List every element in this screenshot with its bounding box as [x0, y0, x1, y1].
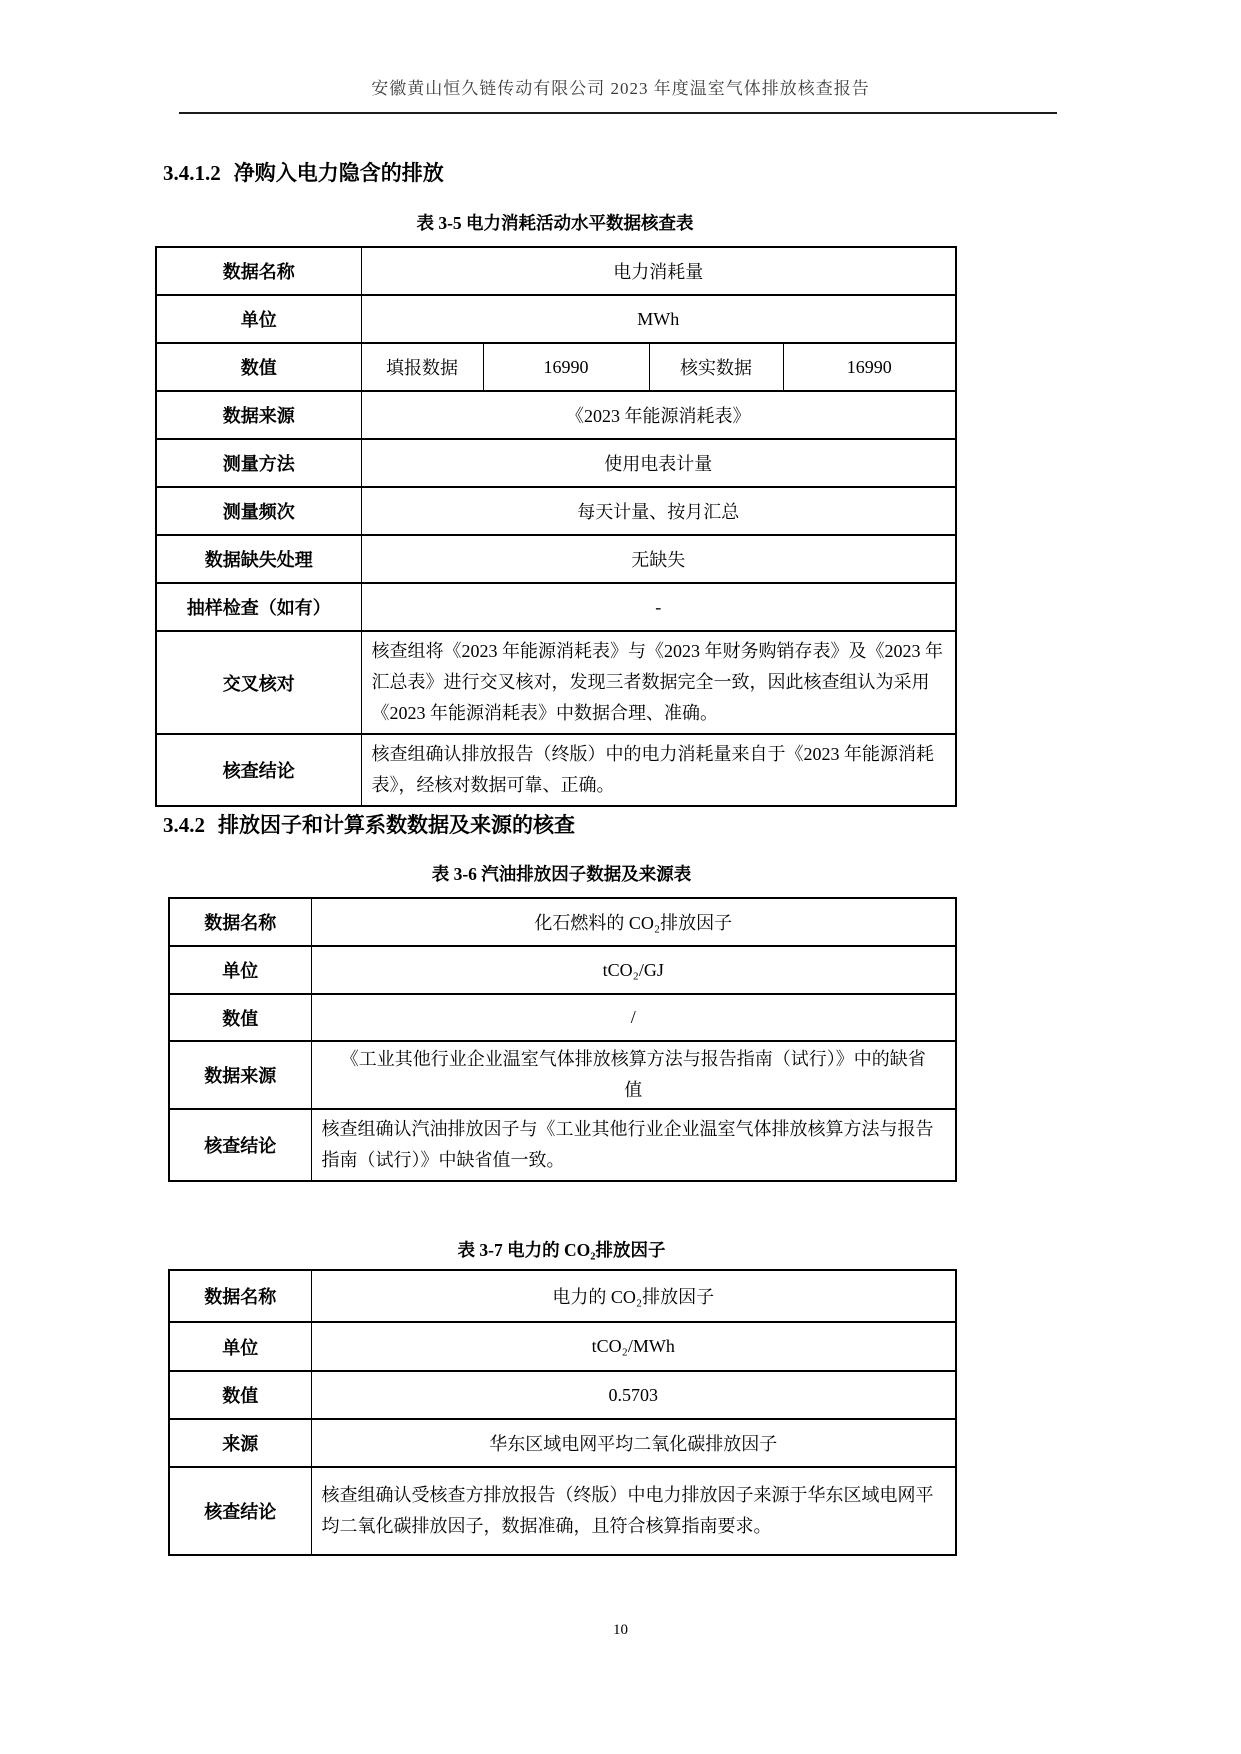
table-row	[156, 439, 956, 487]
table-3-6-caption: 表 3-6 汽油排放因子数据及来源表	[431, 864, 692, 884]
row-value: 《2023 年能源消耗表》	[361, 391, 956, 439]
row-label: 数据名称	[169, 1270, 311, 1322]
table-row	[169, 1109, 956, 1181]
table-row	[169, 994, 956, 1041]
table-row	[156, 631, 956, 734]
row-value: tCO₂/GJ	[311, 946, 956, 994]
row-label: 核查结论	[156, 734, 361, 806]
table-row	[156, 295, 956, 343]
row-label: 数值	[169, 1371, 311, 1419]
row-label: 核查结论	[169, 1109, 311, 1181]
table-row	[169, 1419, 956, 1467]
row-value: 无缺失	[361, 535, 956, 583]
row-value: -	[361, 583, 956, 631]
table-3-7	[168, 1269, 957, 1556]
verified-data-label: 核实数据	[649, 343, 783, 391]
row-value: tCO₂/MWh	[311, 1322, 956, 1371]
row-value: 使用电表计量	[361, 439, 956, 487]
table-row	[156, 734, 956, 806]
row-value: 核查组将《2023 年能源消耗表》与《2023 年财务购销存表》及《2023 年汇总表》进行交叉核对，发现三者数据完全一致，因此核查组认为采用《2023 年能源消耗表》中数据合理、准确。	[361, 631, 956, 734]
reported-data-value: 16990	[483, 343, 649, 391]
row-label: 数据来源	[156, 391, 361, 439]
row-value: 化石燃料的 CO₂排放因子	[311, 898, 956, 946]
row-value: 华东区域电网平均二氧化碳排放因子	[311, 1419, 956, 1467]
section-heading-3412	[163, 157, 444, 187]
row-label: 测量频次	[156, 487, 361, 535]
row-value: 电力消耗量	[361, 247, 956, 295]
row-label: 数据来源	[169, 1041, 311, 1109]
section-number: 3.4.1.2	[163, 161, 221, 185]
row-value: 电力的 CO₂排放因子	[311, 1270, 956, 1322]
row-value: MWh	[361, 295, 956, 343]
page-number: 10	[613, 1622, 628, 1638]
row-value: 核查组确认排放报告（终版）中的电力消耗量来自于《2023 年能源消耗表》，经核对数据可靠、正确。	[361, 734, 956, 806]
section-title: 排放因子和计算系数数据及来源的核查	[218, 813, 575, 837]
row-label: 抽样检查（如有）	[156, 583, 361, 631]
page-header-title: 安徽黄山恒久链传动有限公司 2023 年度温室气体排放核查报告	[371, 79, 870, 98]
table-row	[156, 391, 956, 439]
table-row	[156, 247, 956, 295]
row-label: 单位	[156, 295, 361, 343]
row-label: 测量方法	[156, 439, 361, 487]
row-value: 核查组确认受核查方排放报告（终版）中电力排放因子来源于华东区域电网平均二氧化碳排放因子，数据准确，且符合核算指南要求。	[311, 1467, 956, 1555]
table-row	[169, 1467, 956, 1555]
row-value: 核查组确认汽油排放因子与《工业其他行业企业温室气体排放核算方法与报告指南（试行）》中缺省值一致。	[311, 1109, 956, 1181]
row-label: 数值	[156, 343, 361, 391]
section-number: 3.4.2	[163, 813, 205, 837]
table-row	[156, 535, 956, 583]
table-3-5-caption: 表 3-5 电力消耗活动水平数据核查表	[416, 213, 694, 233]
row-label: 数据名称	[156, 247, 361, 295]
row-value: 《工业其他行业企业温室气体排放核算方法与报告指南（试行）》中的缺省值	[311, 1041, 956, 1109]
row-value: /	[311, 994, 956, 1041]
row-label: 单位	[169, 1322, 311, 1371]
table-row	[156, 343, 956, 391]
row-value: 0.5703	[311, 1371, 956, 1419]
table-row	[169, 898, 956, 946]
table-3-5	[155, 246, 957, 807]
table-row	[169, 1270, 956, 1322]
row-label: 单位	[169, 946, 311, 994]
section-heading-342	[163, 809, 575, 839]
row-label: 数据缺失处理	[156, 535, 361, 583]
row-label: 核查结论	[169, 1467, 311, 1555]
row-label: 数值	[169, 994, 311, 1041]
row-label: 数据名称	[169, 898, 311, 946]
row-label: 来源	[169, 1419, 311, 1467]
table-row	[169, 1322, 956, 1371]
table-row	[169, 1371, 956, 1419]
row-label: 交叉核对	[156, 631, 361, 734]
table-3-6	[168, 897, 957, 1182]
table-row	[156, 583, 956, 631]
reported-data-label: 填报数据	[361, 343, 483, 391]
table-row	[156, 487, 956, 535]
table-row	[169, 1041, 956, 1109]
header-divider	[179, 112, 1057, 114]
row-value: 每天计量、按月汇总	[361, 487, 956, 535]
section-title: 净购入电力隐含的排放	[233, 161, 444, 185]
verified-data-value: 16990	[783, 343, 956, 391]
table-3-7-caption: 表 3-7 电力的 CO₂排放因子	[457, 1240, 666, 1260]
table-row	[169, 946, 956, 994]
